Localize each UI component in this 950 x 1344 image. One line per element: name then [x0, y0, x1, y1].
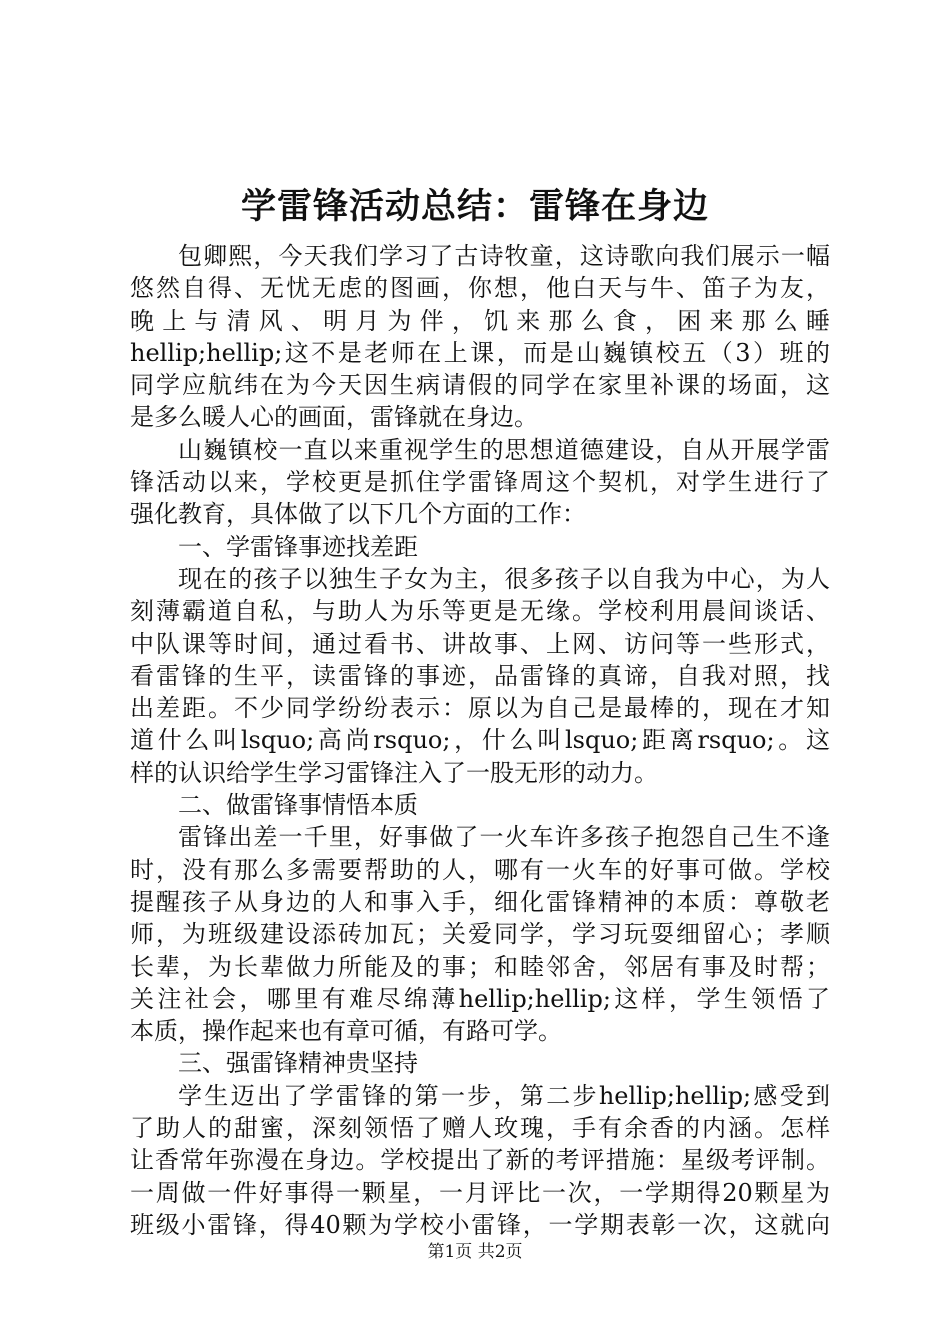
text-line: 雷锋出差一千里，好事做了一火车许多孩子抱怨自己生不逢	[178, 823, 830, 852]
text-line: 刻薄霸道自私，与助人为乐等更是无缘。学校利用晨间谈话、	[130, 597, 830, 626]
section-heading: 三、强雷锋精神贵坚持	[178, 1049, 418, 1078]
text-line: 晚上与清风、明月为伴，饥来那么食，困来那么睡	[130, 306, 830, 335]
text-line: 包卿熙，今天我们学习了古诗牧童，这诗歌向我们展示一幅	[178, 242, 830, 270]
paragraph	[130, 1080, 830, 1241]
text-line: 山巍镇校一直以来重视学生的思想道德建设，自从开展学雷	[178, 435, 830, 464]
paragraph	[130, 821, 830, 1047]
text-line: 出差距。不少同学纷纷表示：原以为自己是最棒的，现在才知	[130, 694, 830, 723]
text-line: 道什么叫lsquo;高尚rsquo;，什么叫lsquo;距离rsquo;。这	[130, 726, 830, 755]
text-line: 是多么暖人心的画面，雷锋就在身边。	[130, 403, 538, 432]
text-line: 时，没有那么多需要帮助的人，哪有一火车的好事可做。学校	[130, 855, 830, 884]
document-body	[130, 240, 830, 1241]
text-line: 班级小雷锋，得40颗为学校小雷锋，一学期表彰一次，这就向	[130, 1210, 830, 1239]
text-line: 学生迈出了学雷锋的第一步，第二步hellip;hellip;感受到	[178, 1081, 830, 1110]
text-line: 中队课等时间，通过看书、讲故事、上网、访问等一些形式，	[130, 629, 830, 658]
page-title: 学雷锋活动总结：雷锋在身边	[240, 186, 709, 227]
text-line: 了助人的甜蜜，深刻领悟了赠人玫瑰，手有余香的内涵。怎样	[130, 1114, 830, 1143]
text-line: 现在的孩子以独生子女为主，很多孩子以自我为中心，为人	[178, 564, 830, 593]
text-line: 强化教育，具体做了以下几个方面的工作：	[130, 500, 586, 529]
text-line: 一周做一件好事得一颗星，一月评比一次，一学期得20颗星为	[130, 1178, 830, 1207]
text-line: 看雷锋的生平，读雷锋的事迹，品雷锋的真谛，自我对照，找	[130, 661, 830, 690]
text-line: 师，为班级建设添砖加瓦；关爱同学，学习玩耍细留心；孝顺	[130, 920, 830, 949]
paragraph	[130, 434, 830, 531]
text-line: 本质，操作起来也有章可循，有路可学。	[130, 1017, 562, 1046]
text-line: 样的认识给学生学习雷锋注入了一股无形的动力。	[130, 758, 658, 787]
text-line: 悠然自得、无忧无虑的图画，你想，他白天与牛、笛子为友，	[130, 274, 830, 303]
text-line: 锋活动以来，学校更是抓住学雷锋周这个契机，对学生进行了	[130, 468, 830, 497]
text-line: hellip;hellip;这不是老师在上课，而是山巍镇校五（3）班的	[130, 338, 830, 367]
text-line: 同学应航纬在为今天因生病请假的同学在家里补课的场面，这	[130, 371, 830, 400]
section-heading: 二、做雷锋事情悟本质	[178, 791, 418, 820]
section-heading: 一、学雷锋事迹找差距	[178, 532, 418, 561]
paragraph	[130, 240, 830, 434]
text-line: 提醒孩子从身边的人和事入手，细化雷锋精神的本质：尊敬老	[130, 887, 830, 916]
page-footer: 第1页 共2页	[427, 1242, 523, 1262]
paragraph	[130, 563, 830, 789]
text-line: 长辈，为长辈做力所能及的事；和睦邻舍，邻居有事及时帮；	[130, 952, 830, 981]
text-line: 让香常年弥漫在身边。学校提出了新的考评措施：星级考评制。	[130, 1146, 830, 1175]
text-line: 关注社会，哪里有难尽绵薄hellip;hellip;这样，学生领悟了	[130, 984, 830, 1013]
